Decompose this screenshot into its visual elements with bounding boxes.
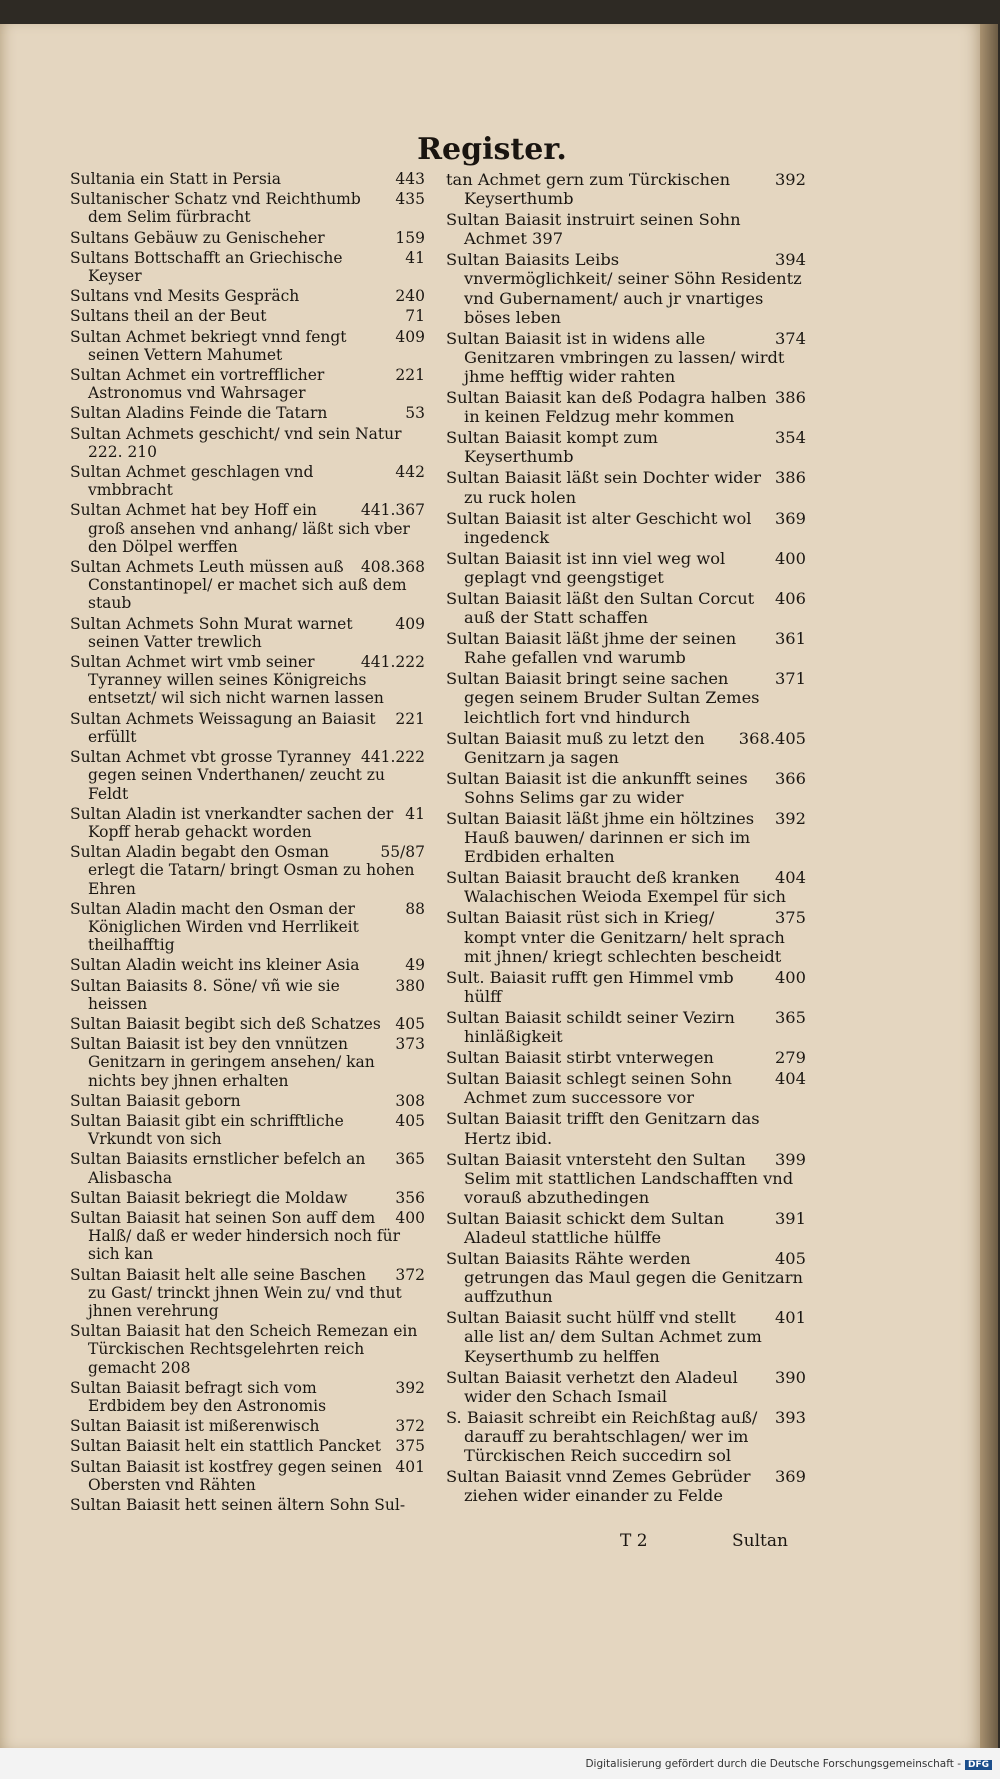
- index-entry: [446, 1150, 806, 1207]
- entry-page-ref: 404: [774, 1069, 806, 1089]
- entry-text: Sultan Aladin weicht ins kleiner Asia: [70, 956, 360, 975]
- entry-text: Sultan Baiasit läßt den Sultan Corcut auß der Statt schaffen: [446, 588, 755, 628]
- entry-page-ref: 441.367: [360, 501, 425, 520]
- index-entry: [70, 501, 425, 556]
- index-entry: [70, 404, 425, 422]
- entry-text: Sultan Baiasit helt alle seine Baschen zu Gast/ trinckt jhnen Wein zu/ vnd thut jhnen verehrung: [70, 1265, 402, 1320]
- index-entry: [70, 170, 425, 188]
- entry-page-ref: 356: [395, 1188, 425, 1207]
- entry-text: Sultan Achmet vbt grosse Tyranney gegen seinen Vnderthanen/ zeucht zu Feldt: [70, 748, 385, 803]
- entry-page-ref: 308: [395, 1091, 425, 1110]
- entry-page-ref: 400: [774, 967, 806, 987]
- page-heading: Register.: [417, 132, 567, 167]
- entry-page-ref: 240: [395, 287, 425, 306]
- entry-text: Sultan Aladins Feinde die Tatarn: [70, 404, 328, 423]
- entry-text: Sultan Baiasit instruirt seinen Sohn Achmet 397: [446, 210, 741, 249]
- index-entry: [446, 1368, 806, 1406]
- index-entry: [70, 748, 425, 803]
- index-entry: [446, 1209, 806, 1247]
- entry-page-ref: 88: [405, 899, 425, 918]
- entry-text: Sultan Baiasits Rähte werden getrungen das Maul gegen die Genitzarn auffzuthun: [446, 1249, 803, 1307]
- index-entry: [446, 1008, 806, 1046]
- entry-text: Sultan Baiasit sucht hülff vnd stellt alle list an/ dem Sultan Achmet zum Keyserthumb zu helffen: [446, 1308, 762, 1366]
- entry-page-ref: 405: [395, 1111, 425, 1130]
- index-entry: [446, 809, 806, 866]
- footer-credit-text: Digitalisierung gefördert durch die Deutsche Forschungsgemeinschaft -: [585, 1758, 961, 1770]
- entry-page-ref: 369: [774, 508, 806, 528]
- entry-text: Sultan Achmets Sohn Murat warnet seinen Vatter trewlich: [70, 614, 353, 651]
- index-entry: [70, 1189, 425, 1207]
- entry-text: Sult. Baiasit rufft gen Himmel vmb hülff: [446, 967, 734, 1006]
- index-entry: [446, 388, 806, 426]
- entry-page-ref: 354: [774, 428, 806, 448]
- entry-page-ref: 365: [774, 1007, 806, 1027]
- index-entry: [446, 210, 806, 248]
- entry-text: Sultan Baiasit kompt zum Keyserthumb: [446, 428, 658, 467]
- entry-text: Sultan Baiasit vnnd Zemes Gebrüder ziehen wider einander zu Felde: [446, 1467, 751, 1506]
- index-entry: [70, 366, 425, 402]
- entry-text: Sultans Gebäuw zu Genischeher: [70, 228, 325, 247]
- index-entry: [446, 968, 806, 1006]
- entry-text: Sultan Baiasit geborn: [70, 1091, 241, 1110]
- entry-page-ref: 405: [395, 1014, 425, 1033]
- entry-page-ref: 393: [774, 1407, 806, 1427]
- entry-page-ref: 41: [405, 804, 425, 823]
- entry-text: Sultan Baiasit vntersteht den Sultan Selim mit stattlichen Landschafften vnd vorauß abzuthedingen: [446, 1149, 794, 1207]
- entry-text: Sultanischer Schatz vnd Reichthumb dem Selim fürbracht: [70, 190, 361, 227]
- index-entry: [70, 1496, 425, 1514]
- entry-text: Sultan Baiasit hat seinen Son auff dem Halß/ daß er weder hindersich noch für sich kan: [70, 1208, 401, 1264]
- entry-page-ref: 405: [774, 1249, 806, 1269]
- index-entry: [446, 1249, 806, 1306]
- entry-text: Sultan Achmet bekriegt vnnd fengt seinen Vettern Mahumet: [70, 327, 347, 364]
- index-entry: [70, 710, 425, 746]
- index-entry: [446, 1069, 806, 1107]
- index-entry: [70, 1112, 425, 1148]
- signature-mark: T 2: [620, 1531, 648, 1551]
- entry-page-ref: 408.368: [360, 558, 425, 577]
- entry-page-ref: 399: [774, 1149, 806, 1169]
- index-entry: [70, 328, 425, 364]
- entry-text: Sultan Achmets Weissagung an Baiasit erfüllt: [70, 709, 376, 746]
- index-entry: [70, 956, 425, 974]
- index-entry: [446, 549, 806, 587]
- entry-page-ref: 368.405: [738, 728, 806, 748]
- entry-text: Sultan Baiasit ist in widens alle Genitzaren vmbringen zu lassen/ wirdt jhme hefftig wider rahten: [446, 328, 785, 386]
- entry-text: Sultans Bottschafft an Griechische Keyser: [70, 248, 343, 286]
- entry-page-ref: 380: [395, 976, 425, 995]
- entry-page-ref: 394: [774, 250, 806, 270]
- index-entry: [446, 1109, 806, 1147]
- footer-credit: [585, 1758, 992, 1770]
- entry-text: Sultan Baiasit ist die ankunfft seines Sohns Selims gar zu wider: [446, 768, 748, 807]
- entry-page-ref: 386: [774, 468, 806, 488]
- entry-text: Sultan Aladin ist vnerkandter sachen der Kopff herab gehackt worden: [70, 804, 394, 841]
- index-entry: [70, 307, 425, 325]
- entry-text: Sultan Baiasit helt ein stattlich Pancket: [70, 1437, 381, 1456]
- entry-text: Sultan Baiasit bringt seine sachen gegen seinem Bruder Sultan Zemes leichtlich fort vnd hindurch: [446, 669, 760, 727]
- entry-page-ref: 390: [774, 1367, 806, 1387]
- entry-text: Sultan Baiasit schildt seiner Vezirn hinläßigkeit: [446, 1007, 735, 1047]
- entry-text: Sultan Achmet hat bey Hoff ein groß ansehen vnd anhang/ läßt sich vber den Dölpel werffen: [70, 501, 410, 556]
- entry-page-ref: 373: [395, 1035, 425, 1054]
- index-entry: [70, 425, 425, 461]
- index-entry: [70, 1417, 425, 1435]
- entry-page-ref: 404: [774, 868, 806, 888]
- entry-text: Sultan Aladin begabt den Osman erlegt die Tatarn/ bringt Osman zu hohen Ehren: [70, 843, 415, 898]
- entry-text: S. Baiasit schreibt ein Reichßtag auß/ darauff zu berahtschlagen/ wer im Türckischen Reich succedirn sol: [446, 1407, 758, 1465]
- entry-text: Sultan Baiasit kan deß Podagra halben in keinen Feldzug mehr kommen: [446, 388, 767, 427]
- catchword: Sultan: [732, 1531, 788, 1551]
- entry-page-ref: 392: [395, 1378, 425, 1397]
- entry-page-ref: 442: [395, 463, 425, 482]
- entry-text: Sultans theil an der Beut: [70, 307, 267, 326]
- entry-text: Sultan Baiasit hat den Scheich Remezan ein Türckischen Rechtsgelehrten reich gemacht 208: [70, 1322, 418, 1377]
- entry-text: Sultan Achmets geschicht/ vnd sein Natur 222. 210: [70, 424, 402, 461]
- entry-page-ref: 49: [405, 956, 425, 975]
- entry-text: Sultan Achmet ein vortrefflicher Astronomus vnd Wahrsager: [70, 366, 325, 403]
- entry-text: Sultan Achmets Leuth müssen auß Constantinopel/ er machet sich auß dem staub: [70, 558, 407, 613]
- entry-page-ref: 53: [405, 404, 425, 423]
- index-entry: [446, 1048, 806, 1067]
- index-entry: [70, 843, 425, 898]
- index-entry: [70, 1322, 425, 1377]
- index-entry: [446, 868, 806, 906]
- entry-text: tan Achmet gern zum Türckischen Keyserthumb: [446, 170, 731, 209]
- index-entry: [446, 170, 806, 208]
- index-column-right: [446, 170, 806, 1507]
- entry-page-ref: 435: [395, 190, 425, 209]
- entry-page-ref: 374: [774, 328, 806, 348]
- entry-text: Sultan Baiasit ist alter Geschicht wol ingedenck: [446, 508, 752, 547]
- entry-page-ref: 369: [774, 1467, 806, 1487]
- index-column-left: [70, 170, 425, 1516]
- entry-page-ref: 443: [395, 170, 425, 188]
- entry-text: Sultan Baiasit trifft den Genitzarn das Hertz ibid.: [446, 1109, 760, 1148]
- index-entry: [70, 1035, 425, 1090]
- entry-text: Sultans vnd Mesits Gespräch: [70, 287, 300, 306]
- entry-page-ref: 55/87: [380, 843, 425, 862]
- index-entry: [446, 729, 806, 767]
- index-entry: [446, 1467, 806, 1505]
- entry-text: Sultan Baiasit hett seinen ältern Sohn Sul-: [70, 1496, 406, 1515]
- entry-text: Sultan Baiasit ist mißerenwisch: [70, 1417, 320, 1436]
- entry-text: Sultan Baiasit bekriegt die Moldaw: [70, 1188, 348, 1207]
- entry-text: Sultan Baiasit schickt dem Sultan Aladeul stattliche hülffe: [446, 1208, 725, 1247]
- entry-text: Sultan Baiasit gibt ein schrifftliche Vrkundt von sich: [70, 1111, 344, 1149]
- index-entry: [70, 900, 425, 955]
- index-entry: [70, 229, 425, 247]
- entry-page-ref: 366: [774, 768, 806, 788]
- entry-page-ref: 361: [774, 629, 806, 649]
- entry-text: Sultan Achmet wirt vmb seiner Tyranney willen seines Königreichs entsetzt/ wil sich nicht warnen lassen: [70, 653, 384, 708]
- index-entry: [70, 1437, 425, 1455]
- index-entry: [70, 805, 425, 841]
- entry-page-ref: 406: [774, 588, 806, 608]
- entry-text: Sultan Achmet geschlagen vnd vmbbracht: [70, 463, 314, 500]
- catchline: [0, 1531, 984, 1555]
- entry-text: Sultan Baiasit befragt sich vom Erdbidem bey den Astronomis: [70, 1378, 327, 1415]
- index-entry: [70, 249, 425, 285]
- entry-page-ref: 41: [405, 248, 425, 267]
- entry-page-ref: 392: [774, 809, 806, 828]
- entry-page-ref: 371: [774, 669, 806, 689]
- index-entry: [446, 468, 806, 506]
- entry-page-ref: 375: [395, 1437, 425, 1456]
- entry-text: Sultan Baiasit ist bey den vnnützen Genitzarn in geringem ansehen/ kan nichts bey jhnen erhalten: [70, 1035, 375, 1090]
- entry-page-ref: 159: [395, 228, 425, 247]
- entry-text: Sultan Baiasits ernstlicher befelch an Alisbascha: [70, 1150, 366, 1187]
- entry-page-ref: 409: [395, 327, 425, 346]
- index-entry: [446, 769, 806, 807]
- entry-text: Sultan Baiasits Leibs vnvermöglichkeit/ seiner Söhn Residentz vnd Gubernament/ auch jr vnartiges böses leben: [446, 250, 802, 327]
- entry-page-ref: 372: [395, 1417, 425, 1436]
- entry-page-ref: 400: [774, 548, 806, 568]
- entry-text: Sultan Baiasit ist inn viel weg wol geplagt vnd geengstiget: [446, 548, 726, 587]
- index-entry: [70, 615, 425, 651]
- index-entry: [446, 629, 806, 667]
- index-entry: [446, 428, 806, 466]
- entry-page-ref: 392: [774, 170, 806, 189]
- entry-text: Sultan Baiasit braucht deß kranken Walachischen Weioda Exempel für sich: [446, 868, 786, 907]
- entry-text: Sultan Baiasit schlegt seinen Sohn Achmet zum successore vor: [446, 1069, 732, 1108]
- entry-text: Sultan Baiasit rüst sich in Krieg/ kompt vnter die Genitzarn/ helt sprach mit jhnen/ kriegt schlechten bescheidt: [446, 908, 785, 966]
- entry-page-ref: 401: [395, 1457, 425, 1476]
- index-entry: [446, 1308, 806, 1365]
- book-edge: [980, 24, 998, 1754]
- index-entry: [70, 1015, 425, 1033]
- entry-page-ref: 441.222: [360, 653, 425, 672]
- entry-page-ref: 441.222: [360, 748, 425, 767]
- entry-page-ref: 375: [774, 908, 806, 928]
- index-entry: [70, 1266, 425, 1321]
- entry-page-ref: 372: [395, 1265, 425, 1284]
- entry-text: Sultan Baiasit muß zu letzt den Genitzarn ja sagen: [446, 728, 705, 767]
- index-entry: [446, 908, 806, 965]
- index-entry: [70, 977, 425, 1013]
- entry-page-ref: 409: [395, 614, 425, 633]
- index-entry: [70, 1458, 425, 1494]
- index-entry: [70, 1209, 425, 1264]
- entry-page-ref: 386: [774, 388, 806, 408]
- entry-text: Sultan Baiasit stirbt vnterwegen: [446, 1048, 714, 1068]
- index-entry: [70, 1150, 425, 1186]
- entry-page-ref: 71: [405, 307, 425, 326]
- entry-text: Sultan Aladin macht den Osman der Königlichen Wirden vnd Herrlikeit theilhafftig: [70, 899, 359, 955]
- entry-text: Sultan Baiasit ist kostfrey gegen seinen Obersten vnd Rähten: [70, 1457, 383, 1494]
- index-entry: [70, 463, 425, 499]
- index-entry: [70, 1379, 425, 1415]
- entry-page-ref: 221: [395, 366, 425, 385]
- entry-text: Sultan Baiasits 8. Söne/ vñ wie sie heissen: [70, 976, 340, 1013]
- entry-text: Sultan Baiasit verhetzt den Aladeul wider den Schach Ismail: [446, 1367, 738, 1406]
- index-entry: [70, 287, 425, 305]
- entry-text: Sultan Baiasit läßt sein Dochter wider zu ruck holen: [446, 468, 761, 507]
- entry-page-ref: 279: [774, 1048, 806, 1068]
- entry-page-ref: 365: [395, 1150, 425, 1169]
- entry-page-ref: 401: [774, 1308, 806, 1328]
- dfg-logo: DFG: [965, 1760, 992, 1770]
- index-entry: [70, 1092, 425, 1110]
- index-entry: [446, 329, 806, 386]
- entry-page-ref: 400: [395, 1208, 425, 1227]
- index-entry: [70, 190, 425, 226]
- entry-text: Sultan Baiasit begibt sich deß Schatzes: [70, 1014, 381, 1033]
- index-entry: [70, 558, 425, 613]
- index-entry: [446, 1408, 806, 1465]
- entry-text: Sultan Baiasit läßt jhme ein höltzines Hauß bauwen/ darinnen er sich im Erdbiden erhalten: [446, 809, 755, 867]
- index-entry: [446, 250, 806, 326]
- index-entry: [70, 653, 425, 708]
- index-entry: [446, 509, 806, 547]
- entry-text: Sultania ein Statt in Persia: [70, 170, 281, 188]
- index-entry: [446, 589, 806, 627]
- entry-page-ref: 221: [395, 709, 425, 728]
- entry-text: Sultan Baiasit läßt jhme der seinen Rahe gefallen vnd warumb: [446, 629, 737, 668]
- index-entry: [446, 669, 806, 726]
- entry-page-ref: 391: [774, 1208, 806, 1228]
